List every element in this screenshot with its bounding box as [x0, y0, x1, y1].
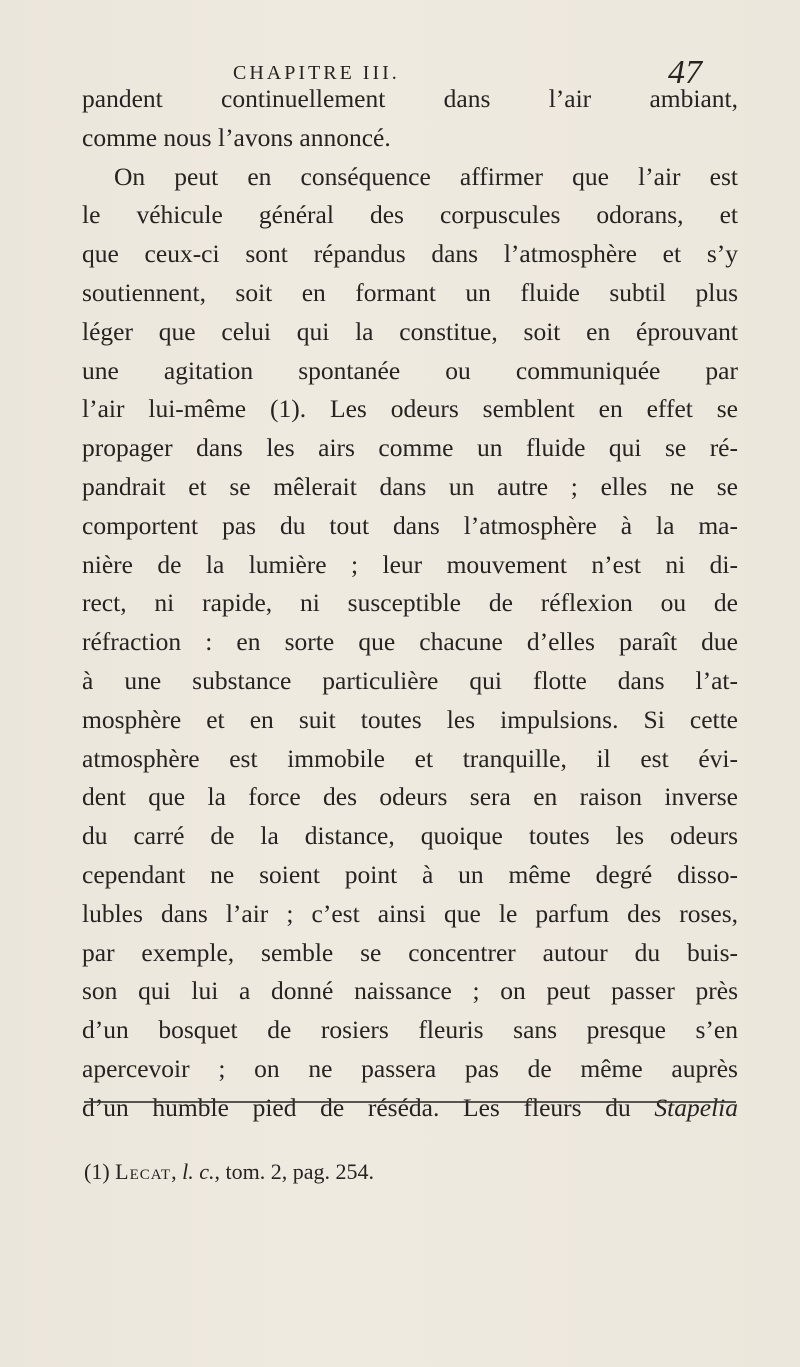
text-line: par exemple, semble se concentrer autour du buis-	[82, 937, 738, 967]
text-line: le véhicule général des corpuscules odorans, et	[82, 200, 738, 230]
text-line: l’air lui-même (1). Les odeurs semblent en effet se	[82, 394, 738, 424]
text-line: atmosphère est immobile et tranquille, il est évi-	[82, 743, 738, 773]
text-line: que ceux-ci sont répandus dans l’atmosphère et s’y	[82, 239, 738, 269]
footnote-author: Lecat	[115, 1159, 172, 1184]
footnote-separator: ,	[171, 1159, 183, 1184]
text-line: propager dans les airs comme un fluide qui se ré-	[82, 433, 738, 463]
footnote-detail: , tom. 2, pag. 254.	[214, 1159, 374, 1184]
running-head: CHAPITRE III.	[233, 62, 400, 84]
text-line: soutiennent, soit en formant un fluide subtil plus	[82, 277, 738, 307]
text-line: cependant ne soient point à un même degré disso-	[82, 859, 738, 889]
text-line: nière de la lumière ; leur mouvement n’est ni di-	[82, 549, 738, 579]
text-line: dent que la force des odeurs sera en raison inverse	[82, 782, 738, 812]
footnote	[84, 1158, 374, 1186]
text-line: pandent continuellement dans l’air ambiant,	[82, 84, 738, 113]
footnote-marker: (1)	[84, 1159, 110, 1184]
text-line: à une substance particulière qui flotte dans l’at-	[82, 665, 738, 695]
text-line: comme nous l’avons annoncé.	[82, 122, 391, 152]
text-line: comportent pas du tout dans l’atmosphère à la ma-	[82, 510, 738, 540]
body-text	[82, 80, 738, 1128]
paragraph-start-line: On peut en conséquence affirmer que l’air est	[114, 161, 738, 191]
text-line: lubles dans l’air ; c’est ainsi que le parfum des roses,	[82, 898, 738, 928]
text-line: du carré de la distance, quoique toutes les odeurs	[82, 821, 738, 851]
footnote-divider	[84, 1101, 736, 1103]
footnote-reference: l. c.	[182, 1159, 215, 1184]
text-line: une agitation spontanée ou communiquée par	[82, 355, 738, 385]
text-line: réfraction : en sorte que chacune d’elles paraît due	[82, 627, 738, 657]
text-line: d’un bosquet de rosiers fleuris sans presque s’en	[82, 1015, 738, 1045]
italic-genus-name: Stapelia	[654, 1092, 738, 1122]
text-line: pandrait et se mêlerait dans un autre ; elles ne se	[82, 471, 738, 501]
text-line: son qui lui a donné naissance ; on peut passer près	[82, 976, 738, 1006]
text-line: mosphère et en suit toutes les impulsions. Si cette	[82, 704, 738, 734]
text-line-final	[82, 1089, 738, 1128]
text-line: apercevoir ; on ne passera pas de même auprès	[82, 1053, 738, 1083]
text-line: rect, ni rapide, ni susceptible de réflexion ou de	[82, 588, 738, 618]
text-line: léger que celui qui la constitue, soit en éprouvant	[82, 316, 738, 346]
page-number: 47	[668, 54, 702, 91]
text-segment: d’un humble pied de réséda. Les fleurs du	[82, 1092, 655, 1122]
